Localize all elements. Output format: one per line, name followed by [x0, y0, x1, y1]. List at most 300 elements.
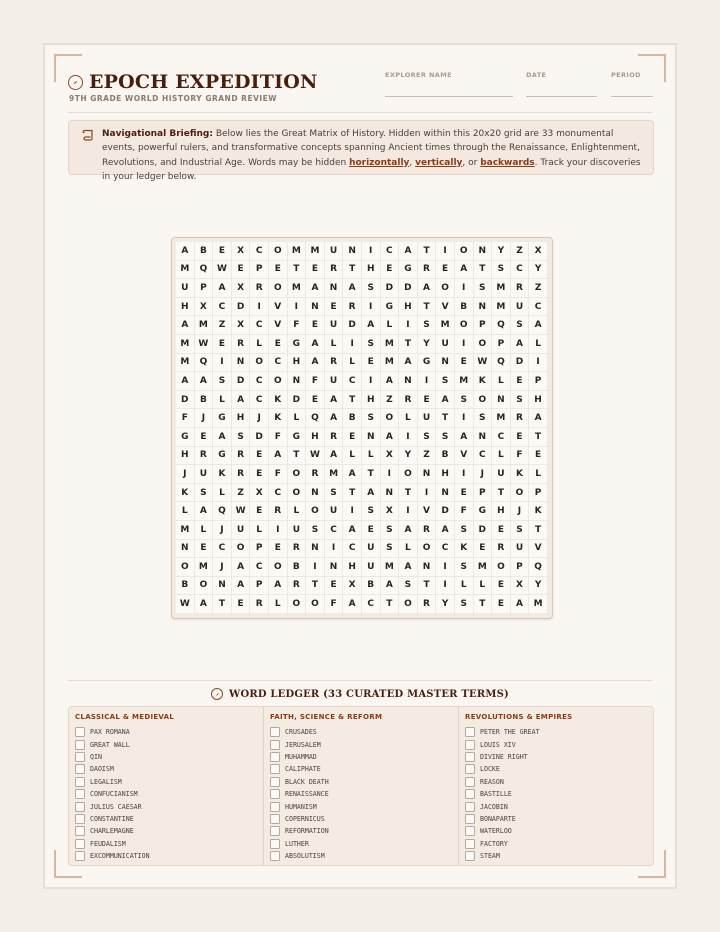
ledger-checkbox[interactable] [465, 727, 475, 737]
ledger-item[interactable] [270, 788, 452, 800]
grid-cell[interactable]: Z [381, 391, 400, 410]
grid-cell[interactable]: L [362, 447, 381, 466]
ledger-checkbox[interactable] [465, 789, 475, 799]
grid-cell[interactable]: E [306, 391, 325, 410]
grid-cell[interactable]: S [362, 409, 381, 428]
ledger-item[interactable] [465, 788, 647, 800]
grid-cell[interactable]: A [176, 372, 195, 391]
grid-cell[interactable]: B [436, 447, 455, 466]
ledger-checkbox[interactable] [75, 826, 85, 836]
grid-cell[interactable]: A [399, 242, 418, 261]
grid-cell[interactable]: D [436, 502, 455, 521]
grid-cell[interactable]: C [511, 261, 530, 280]
grid-cell[interactable]: O [288, 484, 307, 503]
grid-cell[interactable]: R [511, 409, 530, 428]
grid-cell[interactable]: R [232, 335, 251, 354]
grid-cell[interactable]: Q [492, 316, 511, 335]
grid-cell[interactable]: Z [418, 447, 437, 466]
grid-cell[interactable]: F [306, 372, 325, 391]
ledger-checkbox[interactable] [75, 752, 85, 762]
grid-cell[interactable]: A [195, 595, 214, 614]
grid-cell[interactable]: W [306, 447, 325, 466]
grid-cell[interactable]: G [213, 409, 232, 428]
grid-cell[interactable]: L [529, 465, 548, 484]
grid-cell[interactable]: X [232, 316, 251, 335]
ledger-checkbox[interactable] [75, 777, 85, 787]
grid-cell[interactable]: M [176, 261, 195, 280]
grid-cell[interactable]: F [455, 502, 474, 521]
grid-cell[interactable]: A [381, 577, 400, 596]
period-line[interactable] [611, 96, 653, 97]
grid-cell[interactable]: F [325, 595, 344, 614]
grid-cell[interactable]: A [399, 354, 418, 373]
grid-cell[interactable]: A [362, 316, 381, 335]
grid-cell[interactable]: S [232, 428, 251, 447]
grid-cell[interactable]: E [250, 447, 269, 466]
grid-cell[interactable]: F [269, 465, 288, 484]
grid-cell[interactable]: T [418, 242, 437, 261]
grid-cell[interactable]: C [362, 595, 381, 614]
grid-cell[interactable]: M [176, 521, 195, 540]
grid-cell[interactable]: S [455, 558, 474, 577]
ledger-checkbox[interactable] [465, 851, 475, 861]
grid-cell[interactable]: N [325, 558, 344, 577]
grid-cell[interactable]: K [474, 372, 493, 391]
grid-cell[interactable]: M [529, 595, 548, 614]
grid-cell[interactable]: I [529, 354, 548, 373]
grid-cell[interactable]: A [232, 577, 251, 596]
grid-cell[interactable]: S [511, 391, 530, 410]
grid-cell[interactable]: U [362, 540, 381, 559]
grid-cell[interactable]: L [269, 595, 288, 614]
grid-cell[interactable]: L [455, 577, 474, 596]
grid-cell[interactable]: W [474, 354, 493, 373]
grid-cell[interactable]: D [381, 279, 400, 298]
grid-cell[interactable]: K [176, 484, 195, 503]
grid-cell[interactable]: N [436, 354, 455, 373]
grid-cell[interactable]: R [399, 391, 418, 410]
grid-cell[interactable]: E [343, 428, 362, 447]
grid-cell[interactable]: K [529, 502, 548, 521]
grid-cell[interactable]: N [288, 372, 307, 391]
grid-cell[interactable]: X [343, 577, 362, 596]
ledger-item[interactable] [270, 751, 452, 763]
grid-cell[interactable]: A [455, 428, 474, 447]
ledger-item[interactable] [465, 825, 647, 837]
grid-cell[interactable]: O [288, 595, 307, 614]
grid-cell[interactable]: X [381, 502, 400, 521]
grid-cell[interactable]: R [418, 521, 437, 540]
grid-cell[interactable]: E [474, 540, 493, 559]
grid-cell[interactable]: P [492, 335, 511, 354]
grid-cell[interactable]: A [399, 521, 418, 540]
ledger-checkbox[interactable] [465, 752, 475, 762]
grid-cell[interactable]: Z [511, 242, 530, 261]
grid-cell[interactable]: C [343, 372, 362, 391]
ledger-checkbox[interactable] [465, 826, 475, 836]
grid-cell[interactable]: O [381, 409, 400, 428]
grid-cell[interactable]: M [288, 279, 307, 298]
ledger-checkbox[interactable] [270, 802, 280, 812]
grid-cell[interactable]: W [195, 335, 214, 354]
grid-cell[interactable]: C [213, 298, 232, 317]
grid-cell[interactable]: M [176, 354, 195, 373]
grid-cell[interactable]: Y [418, 335, 437, 354]
grid-cell[interactable]: A [436, 391, 455, 410]
grid-cell[interactable]: S [418, 428, 437, 447]
grid-cell[interactable]: E [269, 540, 288, 559]
grid-cell[interactable]: D [232, 372, 251, 391]
grid-cell[interactable]: E [306, 316, 325, 335]
grid-cell[interactable]: U [511, 298, 530, 317]
grid-cell[interactable]: A [213, 428, 232, 447]
grid-cell[interactable]: O [195, 577, 214, 596]
grid-cell[interactable]: X [195, 298, 214, 317]
grid-cell[interactable]: Q [213, 502, 232, 521]
grid-cell[interactable]: D [232, 298, 251, 317]
grid-cell[interactable]: E [492, 577, 511, 596]
grid-cell[interactable]: E [511, 372, 530, 391]
grid-cell[interactable]: N [306, 540, 325, 559]
ledger-checkbox[interactable] [465, 764, 475, 774]
grid-cell[interactable]: O [250, 354, 269, 373]
ledger-checkbox[interactable] [75, 814, 85, 824]
grid-cell[interactable]: L [288, 502, 307, 521]
grid-cell[interactable]: S [474, 279, 493, 298]
grid-cell[interactable]: N [474, 428, 493, 447]
grid-cell[interactable]: O [455, 316, 474, 335]
grid-cell[interactable]: J [213, 521, 232, 540]
ledger-item[interactable] [270, 825, 452, 837]
grid-cell[interactable]: N [232, 354, 251, 373]
grid-cell[interactable]: E [529, 447, 548, 466]
grid-cell[interactable]: D [511, 354, 530, 373]
ledger-checkbox[interactable] [75, 727, 85, 737]
grid-cell[interactable]: C [381, 242, 400, 261]
grid-cell[interactable]: S [511, 521, 530, 540]
grid-cell[interactable]: O [288, 465, 307, 484]
grid-cell[interactable]: R [325, 354, 344, 373]
ledger-item[interactable] [75, 850, 257, 862]
grid-cell[interactable]: E [213, 242, 232, 261]
grid-cell[interactable]: U [325, 372, 344, 391]
grid-cell[interactable]: N [418, 465, 437, 484]
grid-cell[interactable]: R [269, 502, 288, 521]
grid-cell[interactable]: J [474, 465, 493, 484]
ledger-checkbox[interactable] [270, 752, 280, 762]
grid-cell[interactable]: E [455, 484, 474, 503]
grid-cell[interactable]: H [529, 391, 548, 410]
grid-cell[interactable]: A [381, 428, 400, 447]
grid-cell[interactable]: I [288, 298, 307, 317]
grid-cell[interactable]: L [492, 372, 511, 391]
grid-cell[interactable]: A [306, 279, 325, 298]
grid-cell[interactable]: N [362, 428, 381, 447]
grid-cell[interactable]: U [176, 279, 195, 298]
grid-cell[interactable]: I [455, 465, 474, 484]
grid-cell[interactable]: H [306, 428, 325, 447]
grid-cell[interactable]: I [455, 409, 474, 428]
grid-cell[interactable]: I [436, 558, 455, 577]
grid-cell[interactable]: A [343, 465, 362, 484]
ledger-item[interactable] [75, 825, 257, 837]
grid-cell[interactable]: N [492, 391, 511, 410]
grid-cell[interactable]: Z [232, 484, 251, 503]
grid-cell[interactable]: A [381, 372, 400, 391]
grid-cell[interactable]: S [492, 261, 511, 280]
grid-cell[interactable]: Y [492, 242, 511, 261]
grid-cell[interactable]: K [213, 465, 232, 484]
grid-cell[interactable]: T [418, 577, 437, 596]
grid-cell[interactable]: L [325, 335, 344, 354]
grid-cell[interactable]: C [250, 316, 269, 335]
grid-cell[interactable]: R [232, 465, 251, 484]
grid-cell[interactable]: A [343, 595, 362, 614]
grid-cell[interactable]: I [436, 242, 455, 261]
grid-cell[interactable]: O [399, 465, 418, 484]
grid-cell[interactable]: P [529, 372, 548, 391]
grid-cell[interactable]: L [381, 316, 400, 335]
grid-cell[interactable]: E [325, 577, 344, 596]
grid-cell[interactable]: S [455, 521, 474, 540]
grid-cell[interactable]: C [250, 391, 269, 410]
grid-cell[interactable]: C [250, 242, 269, 261]
grid-cell[interactable]: H [492, 502, 511, 521]
grid-cell[interactable]: B [195, 242, 214, 261]
grid-cell[interactable]: Y [529, 577, 548, 596]
grid-cell[interactable]: I [343, 502, 362, 521]
grid-cell[interactable]: M [492, 279, 511, 298]
ledger-item[interactable] [75, 813, 257, 825]
ledger-item[interactable] [75, 738, 257, 750]
grid-cell[interactable]: T [529, 521, 548, 540]
grid-cell[interactable]: V [418, 502, 437, 521]
ledger-item[interactable] [270, 850, 452, 862]
ledger-checkbox[interactable] [270, 826, 280, 836]
grid-cell[interactable]: S [418, 316, 437, 335]
grid-cell[interactable]: B [455, 298, 474, 317]
grid-cell[interactable]: I [399, 428, 418, 447]
grid-cell[interactable]: E [269, 335, 288, 354]
grid-cell[interactable]: O [399, 595, 418, 614]
ledger-item[interactable] [270, 726, 452, 738]
grid-cell[interactable]: A [195, 372, 214, 391]
grid-cell[interactable]: P [250, 261, 269, 280]
grid-cell[interactable]: O [511, 484, 530, 503]
grid-cell[interactable]: E [511, 428, 530, 447]
ledger-checkbox[interactable] [465, 777, 475, 787]
grid-cell[interactable]: V [269, 316, 288, 335]
grid-cell[interactable]: M [455, 372, 474, 391]
grid-cell[interactable]: C [250, 372, 269, 391]
grid-cell[interactable]: T [418, 298, 437, 317]
grid-cell[interactable]: T [288, 447, 307, 466]
grid-cell[interactable]: D [176, 391, 195, 410]
grid-cell[interactable]: A [213, 279, 232, 298]
grid-cell[interactable]: E [250, 465, 269, 484]
grid-cell[interactable]: S [195, 484, 214, 503]
grid-cell[interactable]: P [474, 484, 493, 503]
grid-cell[interactable]: F [511, 447, 530, 466]
grid-cell[interactable]: H [436, 465, 455, 484]
grid-cell[interactable]: C [250, 558, 269, 577]
grid-cell[interactable]: E [232, 595, 251, 614]
grid-cell[interactable]: L [213, 391, 232, 410]
grid-cell[interactable]: A [306, 354, 325, 373]
ledger-checkbox[interactable] [465, 839, 475, 849]
grid-cell[interactable]: I [362, 242, 381, 261]
grid-cell[interactable]: I [325, 540, 344, 559]
grid-cell[interactable]: A [343, 521, 362, 540]
grid-cell[interactable]: I [213, 354, 232, 373]
grid-cell[interactable]: F [176, 409, 195, 428]
grid-cell[interactable]: S [213, 372, 232, 391]
grid-cell[interactable]: E [492, 521, 511, 540]
grid-cell[interactable]: S [436, 428, 455, 447]
ledger-checkbox[interactable] [75, 789, 85, 799]
grid-cell[interactable]: U [232, 521, 251, 540]
grid-cell[interactable]: I [362, 298, 381, 317]
grid-cell[interactable]: N [306, 484, 325, 503]
grid-cell[interactable]: N [306, 298, 325, 317]
grid-cell[interactable]: L [343, 447, 362, 466]
grid-cell[interactable]: O [436, 279, 455, 298]
grid-cell[interactable]: R [325, 261, 344, 280]
grid-cell[interactable]: Y [436, 595, 455, 614]
grid-cell[interactable]: M [381, 558, 400, 577]
grid-cell[interactable]: X [511, 577, 530, 596]
date-line[interactable] [526, 96, 597, 97]
grid-cell[interactable]: E [195, 540, 214, 559]
ledger-checkbox[interactable] [270, 789, 280, 799]
grid-cell[interactable]: A [455, 261, 474, 280]
grid-cell[interactable]: O [232, 540, 251, 559]
grid-cell[interactable]: Q [195, 261, 214, 280]
grid-cell[interactable]: T [288, 261, 307, 280]
period-field[interactable] [611, 71, 641, 79]
grid-cell[interactable]: T [381, 595, 400, 614]
grid-cell[interactable]: R [325, 428, 344, 447]
grid-cell[interactable]: M [474, 558, 493, 577]
grid-cell[interactable]: E [250, 502, 269, 521]
ledger-checkbox[interactable] [465, 740, 475, 750]
ledger-checkbox[interactable] [465, 802, 475, 812]
grid-cell[interactable]: E [418, 391, 437, 410]
grid-cell[interactable]: S [455, 595, 474, 614]
grid-cell[interactable]: H [362, 261, 381, 280]
grid-cell[interactable]: Q [306, 409, 325, 428]
grid-cell[interactable]: A [436, 521, 455, 540]
grid-cell[interactable]: N [325, 279, 344, 298]
grid-cell[interactable]: M [381, 335, 400, 354]
grid-cell[interactable]: C [529, 298, 548, 317]
grid-cell[interactable]: P [195, 279, 214, 298]
grid-cell[interactable]: A [269, 447, 288, 466]
grid-cell[interactable]: B [288, 558, 307, 577]
grid-cell[interactable]: I [418, 484, 437, 503]
grid-cell[interactable]: K [269, 391, 288, 410]
grid-cell[interactable]: U [325, 316, 344, 335]
ledger-item[interactable] [465, 751, 647, 763]
grid-cell[interactable]: L [492, 447, 511, 466]
ledger-item[interactable] [75, 776, 257, 788]
grid-cell[interactable]: B [343, 409, 362, 428]
grid-cell[interactable]: T [306, 577, 325, 596]
grid-cell[interactable]: M [436, 316, 455, 335]
grid-cell[interactable]: U [195, 465, 214, 484]
grid-cell[interactable]: C [474, 447, 493, 466]
grid-cell[interactable]: D [474, 521, 493, 540]
grid-cell[interactable]: L [343, 354, 362, 373]
word-search-grid[interactable] [176, 242, 548, 614]
grid-cell[interactable]: U [325, 502, 344, 521]
ledger-item[interactable] [270, 776, 452, 788]
ledger-checkbox[interactable] [75, 740, 85, 750]
grid-cell[interactable]: I [399, 316, 418, 335]
grid-cell[interactable]: A [399, 558, 418, 577]
grid-cell[interactable]: G [418, 354, 437, 373]
grid-cell[interactable]: R [250, 279, 269, 298]
grid-cell[interactable]: U [325, 242, 344, 261]
grid-cell[interactable]: L [529, 335, 548, 354]
ledger-item[interactable] [270, 838, 452, 850]
grid-cell[interactable]: T [343, 261, 362, 280]
grid-cell[interactable]: F [288, 316, 307, 335]
grid-cell[interactable]: R [232, 447, 251, 466]
grid-cell[interactable]: A [325, 391, 344, 410]
grid-cell[interactable]: P [529, 484, 548, 503]
grid-cell[interactable]: C [213, 540, 232, 559]
grid-cell[interactable]: S [362, 502, 381, 521]
grid-cell[interactable]: R [250, 595, 269, 614]
grid-cell[interactable]: G [288, 335, 307, 354]
grid-cell[interactable]: E [436, 261, 455, 280]
grid-cell[interactable]: S [362, 335, 381, 354]
grid-cell[interactable]: D [399, 279, 418, 298]
grid-cell[interactable]: L [399, 540, 418, 559]
grid-cell[interactable]: G [176, 428, 195, 447]
ledger-checkbox[interactable] [75, 764, 85, 774]
grid-cell[interactable]: T [343, 484, 362, 503]
grid-cell[interactable]: A [511, 335, 530, 354]
grid-cell[interactable]: T [529, 428, 548, 447]
grid-cell[interactable]: N [474, 242, 493, 261]
grid-cell[interactable]: M [195, 316, 214, 335]
grid-cell[interactable]: I [343, 335, 362, 354]
grid-cell[interactable]: Q [195, 354, 214, 373]
grid-cell[interactable]: X [381, 447, 400, 466]
ledger-checkbox[interactable] [270, 777, 280, 787]
ledger-item[interactable] [465, 838, 647, 850]
ledger-item[interactable] [75, 763, 257, 775]
grid-cell[interactable]: I [455, 335, 474, 354]
explorer-name-field[interactable] [385, 71, 452, 79]
grid-cell[interactable]: N [176, 540, 195, 559]
grid-cell[interactable]: D [250, 428, 269, 447]
ledger-checkbox[interactable] [465, 814, 475, 824]
grid-cell[interactable]: A [418, 279, 437, 298]
ledger-item[interactable] [465, 850, 647, 862]
grid-cell[interactable]: H [362, 391, 381, 410]
grid-cell[interactable]: V [455, 447, 474, 466]
grid-cell[interactable]: A [529, 409, 548, 428]
grid-cell[interactable]: W [232, 502, 251, 521]
grid-cell[interactable]: H [343, 558, 362, 577]
grid-cell[interactable]: G [213, 447, 232, 466]
grid-cell[interactable]: L [176, 502, 195, 521]
grid-cell[interactable]: N [474, 298, 493, 317]
grid-cell[interactable]: K [269, 409, 288, 428]
